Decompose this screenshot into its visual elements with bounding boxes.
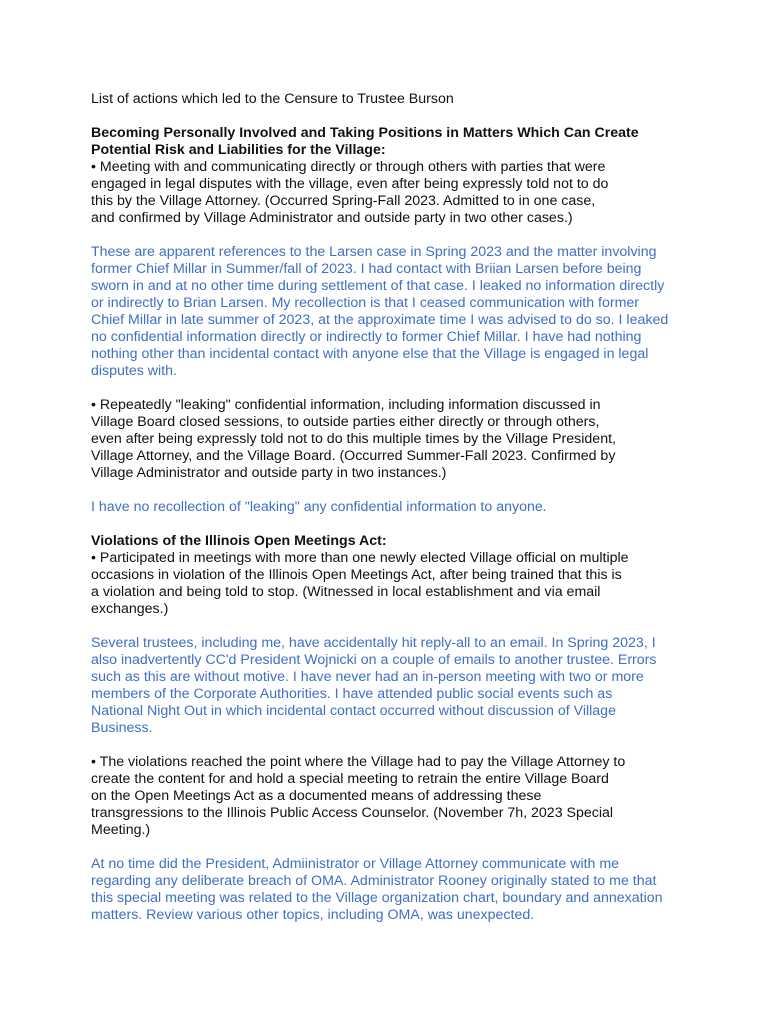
allegation-line: • The violations reached the point where the Village had to pay the Village Attorney to: [91, 754, 626, 770]
allegation-leaking: [91, 397, 691, 482]
allegation-meetings-officials: [91, 550, 691, 618]
allegation-line: Meeting.): [91, 822, 151, 838]
allegation-line: • Participated in meetings with more than one newly elected Village official on multiple: [91, 550, 629, 566]
allegation-line: engaged in legal disputes with the village, even after being expressly told not to do: [91, 176, 609, 192]
heading-line: Potential Risk and Liabilities for the Village:: [91, 142, 386, 158]
allegation-line: transgressions to the Illinois Public Access Counselor. (November 7h, 2023 Special: [91, 805, 614, 821]
response-line: this special meeting was related to the Village organization chart, boundary and annexation: [91, 890, 663, 906]
response-line: These are apparent references to the Larsen case in Spring 2023 and the matter involving: [91, 244, 657, 260]
section-heading-personal-involvement: [91, 125, 691, 159]
allegation-line: Village Attorney, and the Village Board. (Occurred Summer-Fall 2023. Confirmed by: [91, 448, 616, 464]
allegation-meeting-parties: [91, 159, 691, 227]
section-heading-open-meetings-act: [91, 533, 691, 550]
response-leaking: [91, 499, 691, 516]
response-line: At no time did the President, Admiinistrator or Village Attorney communicate with me: [91, 856, 620, 872]
response-line: nothing other than incidental contact with anyone else that the Village is engaged in legal: [91, 346, 649, 362]
allegation-line: • Meeting with and communicating directly or through others with parties that were: [91, 159, 606, 175]
allegation-line: on the Open Meetings Act as a documented means of addressing these: [91, 788, 542, 804]
response-line: Business.: [91, 720, 153, 736]
allegation-line: Village Administrator and outside party in two instances.): [91, 465, 447, 481]
allegation-line: this by the Village Attorney. (Occurred Spring-Fall 2023. Admitted to in one case,: [91, 193, 596, 209]
response-line: Chief Millar in late summer of 2023, at the approximate time I was advised to do so. I leaked: [91, 312, 669, 328]
allegation-line: occasions in violation of the Illinois Open Meetings Act, after being trained that this is: [91, 567, 622, 583]
response-line: no confidential information directly or indirectly to former Chief Millar. I have had nothing: [91, 329, 642, 345]
heading-line: Becoming Personally Involved and Taking Positions in Matters Which Can Create: [91, 125, 639, 141]
response-meetings-officials: [91, 635, 691, 737]
response-line: matters. Review various other topics, including OMA, was unexpected.: [91, 907, 535, 923]
response-line: or indirectly to Brian Larsen. My recollection is that I ceased communication with former: [91, 295, 640, 311]
allegation-line: and confirmed by Village Administrator and outside party in two other cases.): [91, 210, 573, 226]
document-title: [91, 91, 691, 108]
response-line: disputes with.: [91, 363, 177, 379]
response-line: also inadvertently CC'd President Wojnicki on a couple of emails to another trustee. Errors: [91, 652, 657, 668]
response-line: National Night Out in which incidental contact occurred without discussion of Village: [91, 703, 616, 719]
title-text: List of actions which led to the Censure to Trustee Burson: [91, 91, 454, 107]
allegation-line: • Repeatedly "leaking" confidential information, including information discussed in: [91, 397, 601, 413]
allegation-line: create the content for and hold a special meeting to retrain the entire Village Board: [91, 771, 609, 787]
allegation-special-meeting: [91, 754, 691, 839]
response-line: sworn in and at no other time during settlement of that case. I leaked no information directly: [91, 278, 665, 294]
allegation-line: a violation and being told to stop. (Witnessed in local establishment and via email: [91, 584, 601, 600]
response-special-meeting: [91, 856, 691, 924]
response-line: such as this are without motive. I have never had an in-person meeting with two or more: [91, 669, 644, 685]
response-meeting-parties: [91, 244, 691, 380]
allegation-line: even after being expressly told not to do this multiple times by the Village President,: [91, 431, 616, 447]
response-line: members of the Corporate Authorities. I have attended public social events such as: [91, 686, 613, 702]
allegation-line: exchanges.): [91, 601, 169, 617]
response-line: Several trustees, including me, have accidentally hit reply-all to an email. In Spring 2023, I: [91, 635, 656, 651]
heading-line: Violations of the Illinois Open Meetings Act:: [91, 533, 387, 549]
response-line: I have no recollection of "leaking" any confidential information to anyone.: [91, 499, 547, 515]
allegation-line: Village Board closed sessions, to outside parties either directly or through others,: [91, 414, 600, 430]
response-line: former Chief Millar in Summer/fall of 2023. I had contact with Briian Larsen before being: [91, 261, 642, 277]
document-page: [91, 91, 691, 924]
response-line: regarding any deliberate breach of OMA. Administrator Rooney originally stated to me that: [91, 873, 657, 889]
